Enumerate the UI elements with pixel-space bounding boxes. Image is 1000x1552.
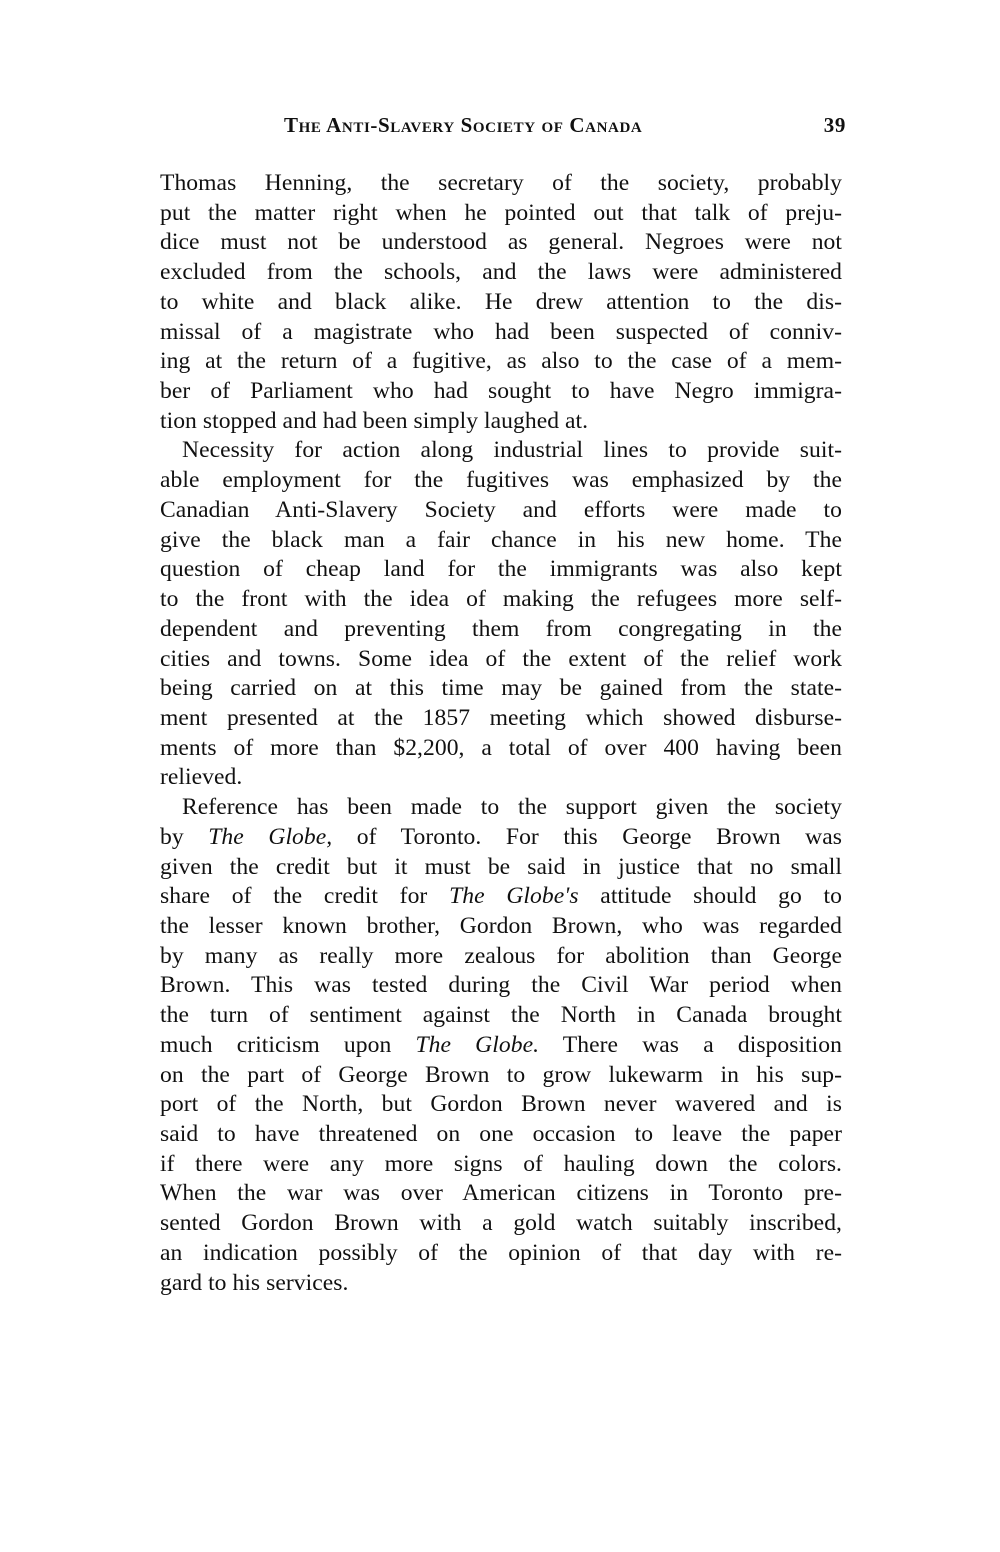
- text-line: relieved.: [160, 764, 243, 791]
- text-line: [160, 1090, 842, 1120]
- text-run: sented Gordon Brown with a gold watch suitably inscribed,: [160, 1210, 842, 1237]
- text-line: dice must not be understood as general. Negroes were not: [160, 229, 842, 256]
- text-line: [160, 971, 842, 1001]
- text-line: [160, 1269, 842, 1299]
- text-line: [160, 1179, 842, 1209]
- text-line: to the front with the idea of making the refugees more self-: [160, 586, 842, 613]
- paragraph-1: [160, 169, 842, 436]
- text-line: give the black man a fair chance in his new home. The: [160, 526, 842, 553]
- text-run: given the credit but it must be said in justice that no small: [160, 853, 842, 880]
- text-run: an indication possibly of the opinion of that day with re-: [160, 1239, 842, 1266]
- text-line: [160, 1001, 842, 1031]
- text-run: much criticism upon: [160, 1031, 416, 1058]
- paragraph-2: [160, 436, 842, 793]
- text-line: dependent and preventing them from congregating in the: [160, 615, 842, 642]
- text-run: share of the credit for: [160, 883, 450, 910]
- page-number: 39: [823, 113, 846, 137]
- text-line: ment presented at the 1857 meeting which showed disburse-: [160, 704, 842, 731]
- running-title: The Anti-Slavery Society of Canada: [284, 113, 643, 137]
- text-line: [160, 1061, 842, 1091]
- text-line: [160, 1209, 842, 1239]
- text-line: [160, 1120, 842, 1150]
- text-run: by many as really more zealous for abolition than George: [160, 942, 842, 969]
- text-line: cities and towns. Some idea of the extent of the relief work: [160, 645, 842, 672]
- text-line: excluded from the schools, and the laws were administered: [160, 259, 842, 286]
- text-line: [160, 853, 842, 883]
- text-line: being carried on at this time may be gained from the state-: [160, 675, 842, 702]
- paragraph-3: [160, 793, 842, 1298]
- text-run: said to have threatened on one occasion to leave the paper: [160, 1121, 842, 1147]
- text-line: able employment for the fugitives was emphasized by the: [160, 467, 842, 494]
- text-run: if there were any more signs of hauling down the colors.: [160, 1150, 842, 1177]
- text-run: attitude should go to: [578, 883, 843, 910]
- text-line: missal of a magistrate who had been suspected of conniv-: [160, 318, 842, 345]
- text-line: [160, 1150, 842, 1180]
- text-run: There was a disposition: [539, 1031, 842, 1058]
- text-run: by: [160, 823, 209, 850]
- text-run: the turn of sentiment against the North in Canada brought: [160, 1002, 842, 1029]
- text-line: to white and black alike. He drew attention to the dis-: [160, 288, 842, 315]
- text-line: ber of Parliament who had sought to have Negro immigra-: [160, 378, 842, 405]
- text-line: [160, 793, 842, 823]
- italic-title: The Globe.: [415, 1031, 540, 1058]
- text-run: on the part of George Brown to grow lukewarm in his sup-: [160, 1061, 842, 1088]
- text-line: ments of more than $2,200, a total of over 400 having been: [160, 734, 842, 761]
- text-run: Reference has been made to the support given the society: [182, 794, 842, 821]
- text-run: Brown. This was tested during the Civil War period when: [160, 972, 842, 999]
- body-text: [160, 169, 842, 1298]
- text-line: put the matter right when he pointed out that talk of preju-: [160, 199, 842, 226]
- text-line: ing at the return of a fugitive, as also to the case of a mem-: [160, 348, 842, 375]
- text-line: [160, 882, 842, 912]
- text-line: Necessity for action along industrial lines to provide suit-: [182, 437, 842, 464]
- running-head: [160, 113, 846, 143]
- text-run: When the war was over American citizens in Toronto pre-: [160, 1180, 842, 1207]
- italic-title: The Globe's: [449, 883, 579, 910]
- text-line: [160, 1031, 842, 1061]
- text-run: port of the North, but Gordon Brown never wavered and is: [160, 1091, 842, 1118]
- text-line: [160, 942, 842, 972]
- text-line: [160, 823, 842, 853]
- text-run: the lesser known brother, Gordon Brown, who was regarded: [160, 912, 842, 939]
- text-line: tion stopped and had been simply laughed at.: [160, 407, 589, 434]
- text-run: gard to his services.: [160, 1269, 349, 1296]
- text-line: Canadian Anti-Slavery Society and efforts were made to: [160, 496, 842, 523]
- italic-title: The Globe,: [208, 823, 333, 850]
- text-run: of Toronto. For this George Brown was: [332, 823, 842, 850]
- text-line: [160, 1239, 842, 1269]
- text-line: question of cheap land for the immigrants was also kept: [160, 556, 842, 583]
- text-line: [160, 912, 842, 942]
- text-line: Thomas Henning, the secretary of the society, probably: [160, 170, 842, 196]
